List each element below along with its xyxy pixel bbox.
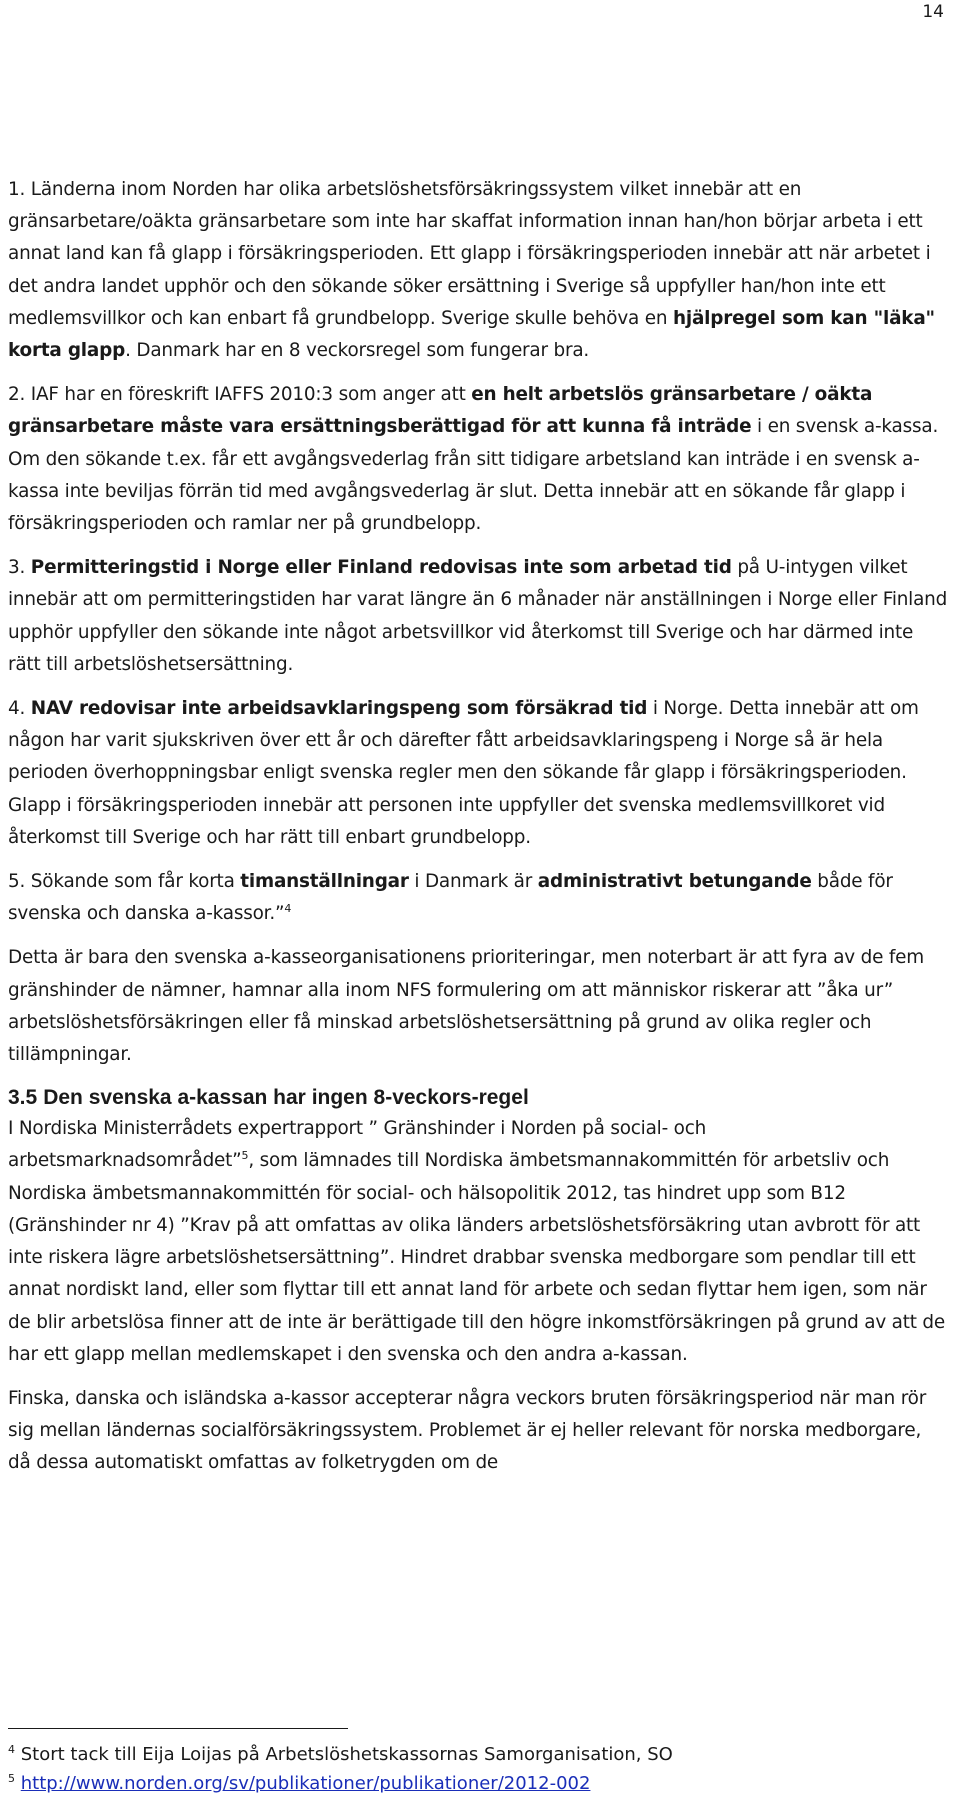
footnote-mark-5: 5 bbox=[8, 1772, 15, 1785]
paragraph-3 bbox=[8, 552, 948, 681]
paragraph-1-bold: hjälpregel som kan "läka" korta glapp bbox=[8, 307, 935, 362]
paragraph-5-text-mid: i Danmark är bbox=[408, 871, 538, 893]
paragraph-5-text: 5. Sökande som får korta bbox=[8, 871, 241, 893]
paragraph-5-bold-1: timanställningar bbox=[240, 871, 409, 893]
footnote-ref-4[interactable]: 4 bbox=[284, 902, 292, 916]
paragraph-4-text: 4. bbox=[8, 698, 31, 720]
paragraph-1-text-end: . Danmark har en 8 veckorsregel som fungerar bra. bbox=[125, 340, 590, 362]
paragraph-2 bbox=[8, 379, 948, 540]
paragraph-5-text-end: både för svenska och danska a-kassor.” bbox=[8, 871, 893, 925]
paragraph-3-text: 3. bbox=[8, 557, 31, 579]
paragraph-8-text: Finska, danska och isländska a-kassor accepterar några veckors bruten försäkringsperiod när man rör sig mellan ländernas socialförsäkringssystem. Problemet är ej heller relevant för norska medborgare, då dessa automatiskt omfattas av folketrygden om de bbox=[8, 1387, 927, 1474]
footnote-5-link[interactable]: http://www.norden.org/sv/publikationer/publikationer/2012-002 bbox=[20, 1773, 591, 1794]
paragraph-4-text-end: i Norge. Detta innebär att om någon har varit sjukskriven över ett år och därefter fått arbeidsavklaringspeng i Norge så är hela perioden överhoppningsbar enligt svenska regler men den sökande får glapp i försäkringsperioden. Glapp i försäkringsperioden innebär att personen inte uppfyller det svenska medlemsvillkoret vid återkomst till Sverige och har rätt till enbart grundbelopp. bbox=[8, 698, 919, 848]
paragraph-1 bbox=[8, 174, 948, 367]
document-body bbox=[8, 174, 948, 1492]
paragraph-5-bold-2: administrativt betungande bbox=[537, 871, 812, 893]
page-number: 14 bbox=[922, 2, 944, 22]
paragraph-5 bbox=[8, 866, 948, 930]
paragraph-2-text-end: i en svensk a-kassa. Om den sökande t.ex. får ett avgångsvederlag från sitt tidigare arbetsland kan inträde i en svensk a-kassa inte beviljas förrän tid med avgångsvederlag är slut. Detta innebär att en sökande får glapp i försäkringsperioden och ramlar ner på grundbelopp. bbox=[8, 416, 939, 535]
footnote-mark-4: 4 bbox=[8, 1743, 15, 1756]
paragraph-7-text: I Nordiska Ministerrådets expertrapport ” Gränshinder i Norden på social- och arbetsmarknadsområdet” bbox=[8, 1118, 707, 1172]
paragraph-2-bold: en helt arbetslös gränsarbetare / oäkta gränsarbetare måste vara ersättningsberättigad för att kunna få inträde bbox=[8, 384, 873, 438]
paragraph-7 bbox=[8, 1113, 948, 1371]
section-number: 3.5 bbox=[8, 1086, 38, 1110]
paragraph-2-text: 2. IAF har en föreskrift IAFFS 2010:3 som anger att bbox=[8, 384, 472, 406]
section-heading bbox=[8, 1083, 948, 1113]
paragraph-4 bbox=[8, 693, 948, 854]
footnote-divider bbox=[8, 1728, 348, 1729]
paragraph-7-text-end: , som lämnades till Nordiska ämbetsmannakommittén för arbetsliv och Nordiska ämbetsmannakommittén för social- och hälsopolitik 2012, tas hindret upp som B12 (Gränshinder nr 4) ”Krav på att omfattas av olika länders arbetslöshetsförsäkring utan avbrott för att inte riskera lägre arbetslöshetsersättning”. Hindret drabbar svenska medborgare som pendlar till ett annat nordiskt land, eller som flyttar till ett annat land för arbete och sedan flyttar hem igen, som när de blir arbetslösa finner att de inte är berättigade till den högre inkomstförsäkringen på grund av att de har ett glapp mellan medlemskapet i den svenska och den andra a-kassan. bbox=[8, 1150, 946, 1365]
footnote-4-text: Stort tack till Eija Loijas på Arbetslöshetskassornas Samorganisation, SO bbox=[15, 1744, 673, 1765]
paragraph-3-text-end: på U-intygen vilket innebär att om permitteringstiden har varat längre än 6 månader när anställningen i Norge eller Finland upphör uppfyller den sökande inte något arbetsvillkor vid återkomst till Sverige och har därmed inte rätt till arbetslöshetsersättning. bbox=[8, 557, 948, 675]
paragraph-4-bold: NAV redovisar inte arbeidsavklaringspeng som försäkrad tid bbox=[30, 698, 648, 720]
paragraph-6-text: Detta är bara den svenska a-kasseorganisationens prioriteringar, men noterbart är att fyra av de fem gränshinder de nämner, hamnar alla inom NFS formulering om att människor riskerar att ”åka ur” arbetslöshetsförsäkringen eller få minskad arbetslöshetsersättning på grund av olika regler och tillämpningar. bbox=[8, 947, 924, 1066]
section-title: Den svenska a-kassan har ingen 8-veckors-regel bbox=[43, 1086, 529, 1110]
footnote-ref-5[interactable]: 5 bbox=[241, 1149, 249, 1163]
footnote-4 bbox=[8, 1740, 948, 1769]
paragraph-8 bbox=[8, 1383, 948, 1480]
paragraph-6 bbox=[8, 942, 948, 1071]
paragraph-3-bold: Permitteringstid i Norge eller Finland redovisas inte som arbetad tid bbox=[30, 557, 732, 579]
footnotes bbox=[8, 1728, 948, 1798]
paragraph-1-text: 1. Länderna inom Norden har olika arbetslöshetsförsäkringssystem vilket innebär att en gränsarbetare/oäkta gränsarbetare som inte har skaffat information innan han/hon börjar arbeta i ett annat land kan få glapp i försäkringsperioden. Ett glapp i försäkringsperioden innebär att när arbetet i det andra landet upphör och den sökande söker ersättning i Sverige så uppfyller han/hon inte ett medlemsvillkor och kan enbart få grundbelopp. Sverige skulle behöva en bbox=[8, 179, 931, 329]
footnote-5 bbox=[8, 1769, 948, 1798]
